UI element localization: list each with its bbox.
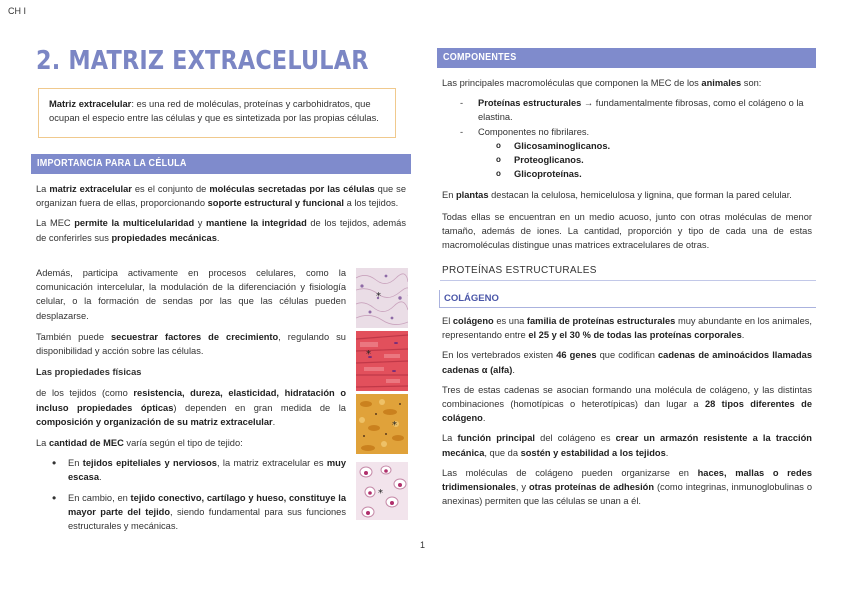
section-importancia-header (31, 154, 411, 174)
page-header-tag: CH I (8, 6, 26, 16)
section-componentes-header (437, 48, 816, 68)
paragraph-colageno-familia: El colágeno es una familia de proteínas estructurales muy abundante en los animales, representando entre el 25 y el 30 % de todas las proteínas corporales. (442, 316, 812, 341)
sub-glicoproteinas: o Glicoproteínas. (442, 167, 812, 181)
definition-text: : es una red de moléculas, proteínas y carbohidratos, que ocupan el especio entre las células y que es sintetizada por las propias células. (49, 98, 379, 123)
componente-no-fibrilares: - Componentes no fibrilares. (442, 125, 812, 139)
paragraph-medio-acuoso: Todas ellas se encuentran en un medio acuoso, junto con otras moléculas de menor tamaño, además de iones. La cantidad, proporción y tipo de cada una de estas macromoléculas distingue unas matrices extracelulares de otras. (442, 211, 812, 251)
left-column-top (36, 182, 406, 245)
tissue-image-cartilage (356, 462, 408, 522)
section-proteinas-estructurales-title: PROTEÍNAS ESTRUCTURALES (442, 265, 597, 276)
section-componentes-title: COMPONENTES (443, 52, 517, 63)
componentes-list (442, 96, 812, 139)
paragraph-colageno-organizacion: Las moléculas de colágeno pueden organizarse en haces, mallas o redes tridimensionales, y otras proteínas de adhesión (como integrinas, inmunoglobulinas o anexinas) permiten que las células se unan a él. (442, 467, 812, 507)
paragraph-cantidad-mec: La cantidad de MEC varía según el tipo de tejido: (36, 438, 243, 449)
definition-box (38, 88, 396, 138)
bullet-conectivo: • En cambio, en tejido conectivo, cartílago y hueso, constituye la mayor parte del tejido, siendo fundamental para sus funciones estructurales y mecánicas. (32, 491, 346, 534)
svg-text:*: * (366, 349, 371, 360)
paragraph-colageno-genes: En los vertebrados existen 46 genes que codifican cadenas de aminoácidos llamadas cadenas α (alfa). (442, 350, 812, 375)
paragraph-mec-multicelularidad: La MEC permite la multicelularidad y mantiene la integridad de los tejidos, además de conferirles sus propiedades mecánicas. (36, 218, 407, 243)
svg-text:*: * (378, 488, 383, 499)
sub-proteoglicanos: o Proteoglicanos. (442, 153, 812, 167)
svg-text:*: * (376, 291, 381, 302)
paragraph-colageno-tipos: Tres de estas cadenas se asocian formando una molécula de colágeno, y las distintas combinaciones (homotípicas o heterotípicas) dan lugar a 28 tipos diferentes de colágeno. (442, 384, 812, 424)
componente-proteinas: - Proteínas estructurales → fundamentalmente fibrosas, como el colágeno o la elastina. (442, 96, 812, 124)
no-fibrilares-sublist (442, 139, 812, 182)
paragraph-factores-crecimiento: También puede secuestrar factores de crecimiento, regulando su disponibilidad y acción sobre las células. (36, 331, 346, 357)
paragraph-procesos-celulares: Además, participa activamente en procesos celulares, como la comunicación intercelular, la modulación de la diferenciación y fisiología celular, o la formación de sendas por las que las células pueden desplazarse. (36, 268, 346, 321)
definition-term: Matriz extracelular (49, 98, 132, 109)
page-title: 2. MATRIZ EXTRACELULAR (36, 46, 369, 76)
sub-glicosaminoglicanos: o Glicosaminoglicanos. (442, 139, 812, 153)
heading-propiedades-fisicas: Las propiedades físicas (36, 367, 142, 378)
componentes-content (442, 76, 812, 252)
paragraph-colageno-funcion: La función principal del colágeno es crear un armazón resistente a la tracción mecánica, que da sostén y estabilidad a los tejidos. (442, 433, 812, 458)
paragraph-propiedades-fisicas: de los tejidos (como resistencia, dureza, elasticidad, hidratación o incluso propiedades ópticas) dependen en gran medida de la composición y organización de su matriz extracelular. (36, 388, 347, 427)
colageno-content (442, 314, 812, 508)
svg-text:*: * (392, 420, 397, 431)
paragraph-plantas: En plantas destacan la celulosa, hemicelulosa y lignina, que forman la pared celular. (442, 190, 792, 201)
tissue-bullet-list (32, 456, 346, 533)
section-importancia-title: IMPORTANCIA PARA LA CÉLULA (37, 158, 187, 169)
section-proteinas-estructurales-header (440, 261, 816, 281)
paragraph-componentes-intro: Las principales macromoléculas que componen la MEC de los animales son: (442, 78, 762, 88)
tissue-image-epithelial (356, 268, 408, 328)
left-column-text-beside-images (36, 266, 346, 539)
tissue-image-connective (356, 394, 408, 454)
page-number: 1 (420, 540, 426, 550)
section-colageno-title: COLÁGENO (444, 293, 499, 304)
paragraph-mec-definition: La matriz extracelular es el conjunto de moléculas secretadas por las células que se organizan fuera de ellas, proporcionando soporte estructural y funcional a los tejidos. (36, 184, 406, 209)
section-colageno-header (439, 290, 816, 308)
bullet-epiteliales: • En tejidos epiteliales y nerviosos, la matriz extracelular es muy escasa. (32, 456, 346, 484)
tissue-image-muscle (356, 331, 408, 391)
